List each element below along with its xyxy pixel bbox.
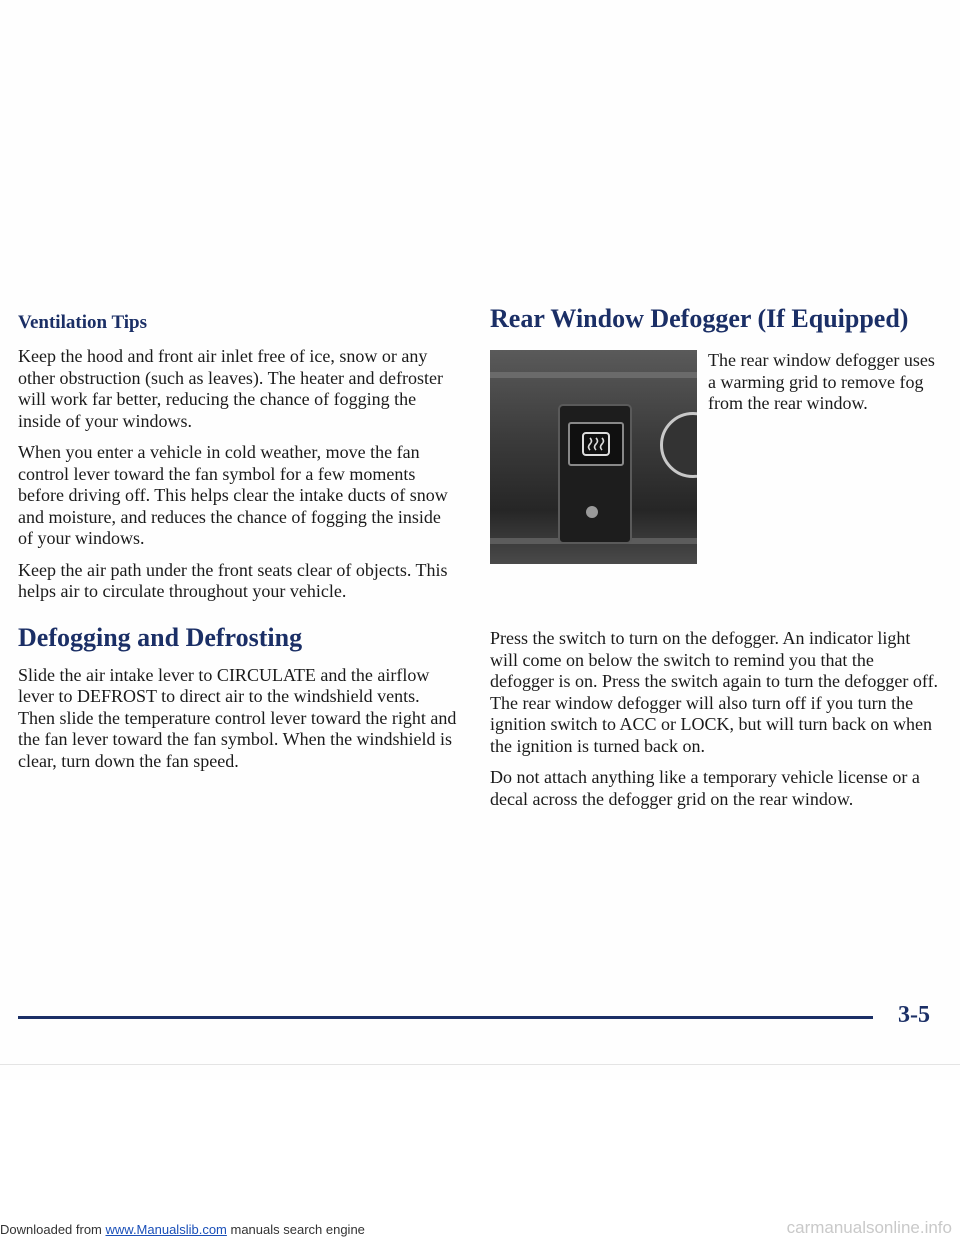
download-footer-suffix: manuals search engine: [226, 1222, 365, 1237]
defogger-photo-row: [490, 350, 940, 570]
indicator-light: [586, 506, 598, 518]
defogger-paragraph-1: Press the switch to turn on the defogger. An indicator light will come on below the switch to remind you that the defogger is on. Press the switch again to turn the defogger off. The rear window defogger will also turn off if you turn the ignition switch to ACC or LOCK, but will turn back on when the ignition is turned back on.: [490, 628, 939, 756]
adjacent-control-knob: [660, 412, 697, 478]
defogger-switch-photo: [490, 350, 697, 564]
download-footer: [0, 1222, 365, 1237]
ventilation-paragraph-1: Keep the hood and front air inlet free of ice, snow or any other obstruction (such as leaves). The heater and defroster will work far better, reducing the chance of fogging the inside of your windows.: [18, 346, 444, 431]
defogging-paragraph: Slide the air intake lever to CIRCULATE and the airflow lever to DEFROST to direct air to the windshield vents. Then slide the temperature control lever toward the right and the fan lever toward the fan symbol. When the windshield is clear, turn down the fan speed.: [18, 664, 457, 771]
rear-defogger-heading: Rear Window Defogger (If Equipped): [490, 304, 909, 333]
photo-texture-band: [490, 372, 697, 378]
defogger-paragraph-2: Do not attach anything like a temporary vehicle license or a decal across the defogger grid on the rear window.: [490, 767, 920, 809]
download-footer-prefix: Downloaded from: [0, 1222, 106, 1237]
manualslib-link[interactable]: www.Manualslib.com: [105, 1222, 227, 1237]
defogger-switch-housing: [558, 404, 632, 544]
ventilation-paragraph-2: When you enter a vehicle in cold weather, move the fan control lever toward the fan symbol for a few moments before driving off. This helps clear the intake ducts of snow and moisture, and reduces the chance of fogging the inside of your windows.: [18, 442, 448, 548]
right-column: [490, 304, 940, 820]
site-watermark: carmanualsonline.info: [786, 1218, 952, 1237]
scan-edge-line: [0, 1064, 960, 1065]
ventilation-tips-subheading: Ventilation Tips: [18, 312, 148, 333]
page-number: 3-5: [898, 1002, 930, 1028]
defogger-switch-button: [568, 422, 624, 466]
defogging-heading: Defogging and Defrosting: [18, 622, 303, 652]
left-column: [18, 312, 458, 782]
spacer: [490, 570, 940, 628]
rear-defrost-icon: [581, 431, 611, 457]
defogger-photo-caption: The rear window defogger uses a warming grid to remove fog from the rear window.: [708, 350, 935, 413]
footer-rule: [18, 1016, 873, 1019]
ventilation-paragraph-3: Keep the air path under the front seats clear of objects. This helps air to circulate throughout your vehicle.: [18, 559, 448, 601]
